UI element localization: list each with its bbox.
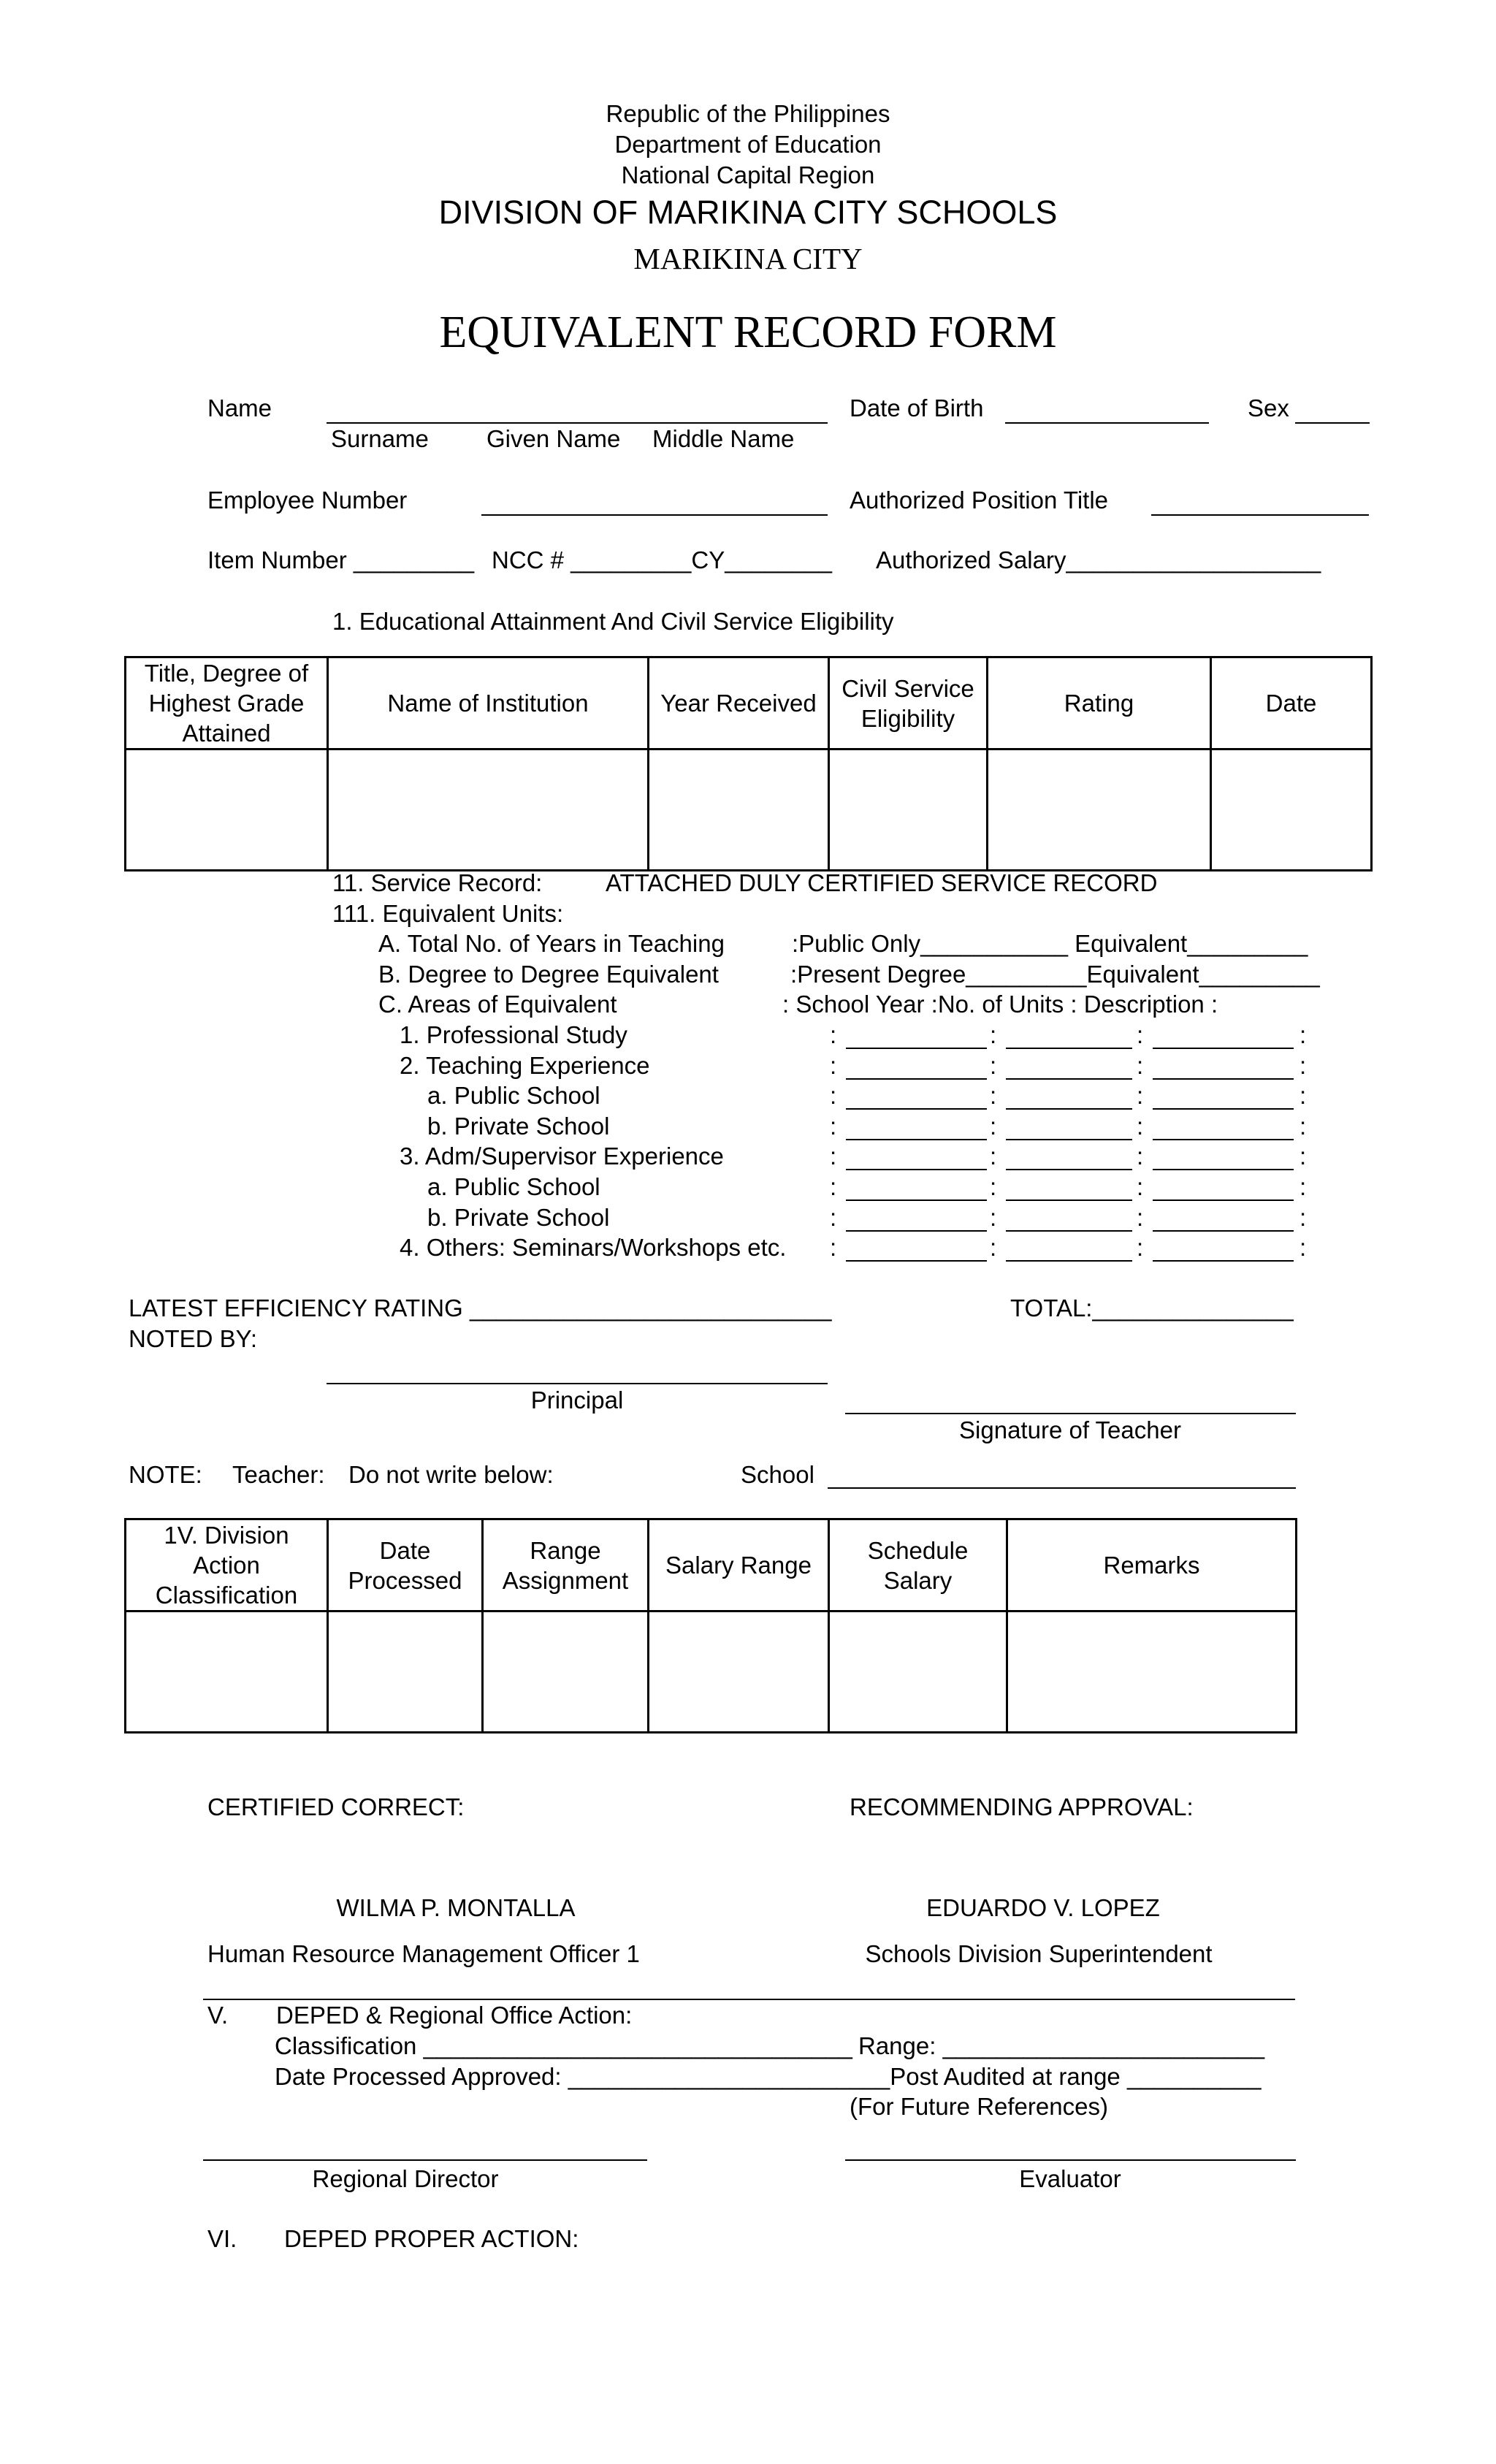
area-blank-field[interactable]	[846, 1230, 987, 1232]
do-not-write-label: Do not write below:	[348, 1461, 554, 1488]
area-blank-field[interactable]	[1153, 1199, 1294, 1201]
colon-separator: :	[830, 1051, 837, 1079]
section6-title: DEPED PROPER ACTION:	[284, 2225, 579, 2252]
cell-institution[interactable]	[328, 750, 649, 871]
colon-separator: :	[1137, 1234, 1144, 1262]
equivalent-units-label: 111. Equivalent Units:	[332, 900, 564, 927]
signatory-title-1: Human Resource Management Officer 1	[207, 1940, 640, 1967]
area-blank-field[interactable]	[846, 1048, 987, 1049]
area-blank-field[interactable]	[1006, 1230, 1132, 1232]
colon-separator: :	[1300, 1173, 1307, 1200]
sex-label: Sex	[1248, 394, 1289, 422]
colon-separator: :	[990, 1112, 997, 1140]
authorized-salary-field[interactable]: Authorized Salary___________________	[876, 546, 1321, 573]
surname-caption: Surname	[331, 425, 429, 452]
table-row	[126, 1611, 1297, 1733]
colon-separator: :	[1137, 1112, 1144, 1140]
area-blank-field[interactable]	[1153, 1108, 1294, 1110]
section1-title: 1. Educational Attainment And Civil Service Eligibility	[332, 608, 894, 635]
area-blank-field[interactable]	[846, 1260, 987, 1262]
colon-separator: :	[1137, 1051, 1144, 1079]
degree-equivalent-fields[interactable]: :Present Degree_________Equivalent_________	[790, 961, 1320, 988]
col-rating: Rating	[988, 657, 1211, 750]
area-item-label: 1. Professional Study	[400, 1021, 627, 1048]
area-blank-field[interactable]	[1006, 1260, 1132, 1262]
colon-separator: :	[990, 1143, 997, 1170]
area-blank-field[interactable]	[846, 1199, 987, 1201]
col-civil-service: Civil Service Eligibility	[829, 657, 988, 750]
regional-director-caption: Regional Director	[312, 2165, 499, 2192]
dob-field[interactable]	[1005, 422, 1209, 424]
colon-separator: :	[1300, 1082, 1307, 1110]
recommending-approval-label: RECOMMENDING APPROVAL:	[850, 1793, 1194, 1820]
division-action-header	[126, 1519, 1297, 1611]
area-blank-field[interactable]	[846, 1139, 987, 1140]
col-year-received: Year Received	[649, 657, 829, 750]
areas-equivalent-label: C. Areas of Equivalent	[378, 991, 617, 1018]
classification-field[interactable]: Classification ________________________________	[275, 2032, 852, 2059]
colon-separator: :	[1137, 1143, 1144, 1170]
noted-by-label: NOTED BY:	[129, 1325, 258, 1352]
col-date: Date	[1211, 657, 1372, 750]
colon-separator: :	[990, 1203, 997, 1231]
principal-signature-line[interactable]	[327, 1383, 828, 1384]
name-field[interactable]	[327, 422, 828, 424]
area-item-label: 3. Adm/Supervisor Experience	[400, 1143, 724, 1170]
colon-separator: :	[830, 1021, 837, 1048]
header-department: Department of Education	[614, 131, 882, 158]
employee-number-field[interactable]	[481, 514, 828, 516]
teacher-signature-line[interactable]	[845, 1413, 1296, 1414]
area-blank-field[interactable]	[846, 1169, 987, 1170]
cell-title-degree[interactable]	[126, 750, 328, 871]
colon-separator: :	[990, 1234, 997, 1262]
areas-equivalent-columns: : School Year :No. of Units : Description :	[782, 991, 1218, 1018]
service-record-value: ATTACHED DULY CERTIFIED SERVICE RECORD	[606, 869, 1158, 896]
colon-separator: :	[830, 1143, 837, 1170]
colon-separator: :	[1137, 1021, 1144, 1048]
position-title-label: Authorized Position Title	[850, 487, 1109, 514]
col-title-degree: Title, Degree of Highest Grade Attained	[126, 657, 328, 750]
future-references-note: (For Future References)	[850, 2093, 1108, 2120]
form-title: EQUIVALENT RECORD FORM	[439, 308, 1057, 357]
service-record-label: 11. Service Record:	[332, 869, 543, 896]
area-blank-field[interactable]	[1006, 1108, 1132, 1110]
name-label: Name	[207, 394, 272, 422]
cell-division-classification[interactable]	[126, 1611, 328, 1733]
evaluator-signature-line[interactable]	[845, 2159, 1296, 2161]
col-division-classification: 1V. Division Action Classification	[126, 1519, 328, 1611]
colon-separator: :	[830, 1203, 837, 1231]
education-table-header	[126, 657, 1372, 750]
cell-remarks[interactable]	[1007, 1611, 1297, 1733]
area-blank-field[interactable]	[1006, 1139, 1132, 1140]
area-blank-field[interactable]	[1006, 1199, 1132, 1201]
colon-separator: :	[1300, 1203, 1307, 1231]
signatory-name-1: WILMA P. MONTALLA	[336, 1894, 576, 1921]
area-blank-field[interactable]	[1153, 1078, 1294, 1080]
colon-separator: :	[990, 1082, 997, 1110]
area-item-label: 2. Teaching Experience	[400, 1052, 650, 1079]
section-divider	[203, 1999, 1295, 2000]
cell-year-received[interactable]	[649, 750, 829, 871]
area-blank-field[interactable]	[1153, 1048, 1294, 1049]
area-blank-field[interactable]	[1153, 1230, 1294, 1232]
school-field[interactable]	[828, 1487, 1296, 1489]
regional-director-signature-line[interactable]	[203, 2159, 647, 2161]
area-blank-field[interactable]	[846, 1078, 987, 1080]
area-blank-field[interactable]	[1153, 1139, 1294, 1140]
school-label: School	[741, 1461, 814, 1488]
header-region: National Capital Region	[621, 161, 875, 188]
col-institution: Name of Institution	[328, 657, 649, 750]
colon-separator: :	[990, 1021, 997, 1048]
section5-title: DEPED & Regional Office Action:	[276, 2002, 633, 2029]
colon-separator: :	[830, 1112, 837, 1140]
area-blank-field[interactable]	[1153, 1260, 1294, 1262]
teacher-label: Teacher:	[232, 1461, 325, 1488]
colon-separator: :	[830, 1082, 837, 1110]
colon-separator: :	[1300, 1112, 1307, 1140]
col-schedule-salary: Schedule Salary	[829, 1519, 1007, 1611]
section5-number: V.	[207, 2002, 229, 2029]
table-row	[126, 750, 1372, 871]
ncc-field[interactable]: NCC # _________CY________	[492, 546, 833, 573]
colon-separator: :	[1300, 1234, 1307, 1262]
cell-civil-service[interactable]	[829, 750, 988, 871]
area-blank-field[interactable]	[846, 1108, 987, 1110]
position-title-field[interactable]	[1151, 514, 1369, 516]
cell-schedule-salary[interactable]	[829, 1611, 1007, 1733]
education-table	[124, 656, 1373, 871]
area-blank-field[interactable]	[1006, 1048, 1132, 1049]
signatory-name-2: EDUARDO V. LOPEZ	[926, 1894, 1160, 1921]
total-years-fields[interactable]: :Public Only___________ Equivalent_________	[792, 930, 1308, 957]
sex-field[interactable]	[1295, 422, 1370, 424]
header-republic: Republic of the Philippines	[606, 100, 890, 127]
date-processed-approved-field[interactable]: Date Processed Approved: ________________________Post Audited at range __________	[275, 2063, 1262, 2090]
colon-separator: :	[990, 1173, 997, 1200]
colon-separator: :	[1300, 1143, 1307, 1170]
range-field[interactable]: Range: ________________________	[858, 2032, 1265, 2059]
total-field[interactable]: TOTAL:_______________	[1010, 1294, 1294, 1321]
colon-separator: :	[1300, 1051, 1307, 1079]
header-division: DIVISION OF MARIKINA CITY SCHOOLS	[438, 194, 1058, 231]
cell-date-processed[interactable]	[328, 1611, 483, 1733]
area-blank-field[interactable]	[1006, 1078, 1132, 1080]
total-years-label: A. Total No. of Years in Teaching	[378, 930, 725, 957]
degree-equivalent-label: B. Degree to Degree Equivalent	[378, 961, 719, 988]
area-item-label: b. Private School	[427, 1113, 610, 1140]
item-number-field[interactable]: Item Number _________	[207, 546, 475, 573]
colon-separator: :	[1300, 1021, 1307, 1048]
area-item-label: 4. Others: Seminars/Workshops etc.	[400, 1234, 787, 1261]
area-item-label: a. Public School	[427, 1173, 600, 1200]
division-action-table	[124, 1518, 1297, 1733]
cell-salary-range[interactable]	[649, 1611, 829, 1733]
middle-name-caption: Middle Name	[652, 425, 795, 452]
area-item-label: b. Private School	[427, 1204, 610, 1231]
cell-rating[interactable]	[988, 750, 1211, 871]
given-name-caption: Given Name	[486, 425, 621, 452]
colon-separator: :	[1137, 1173, 1144, 1200]
col-salary-range: Salary Range	[649, 1519, 829, 1611]
evaluator-caption: Evaluator	[1019, 2165, 1121, 2192]
certified-correct-label: CERTIFIED CORRECT:	[207, 1793, 465, 1820]
cell-range-assignment[interactable]	[483, 1611, 649, 1733]
area-blank-field[interactable]	[1006, 1169, 1132, 1170]
principal-caption: Principal	[530, 1387, 624, 1414]
signatory-title-2: Schools Division Superintendent	[865, 1940, 1213, 1967]
colon-separator: :	[830, 1173, 837, 1200]
colon-separator: :	[990, 1051, 997, 1079]
col-remarks: Remarks	[1007, 1519, 1297, 1611]
employee-number-label: Employee Number	[207, 487, 408, 514]
colon-separator: :	[1137, 1082, 1144, 1110]
cell-date[interactable]	[1211, 750, 1372, 871]
col-range-assignment: Range Assignment	[483, 1519, 649, 1611]
col-date-processed: Date Processed	[328, 1519, 483, 1611]
area-item-label: a. Public School	[427, 1082, 600, 1109]
efficiency-rating-field[interactable]: LATEST EFFICIENCY RATING ___________________________	[129, 1294, 832, 1321]
teacher-signature-caption: Signature of Teacher	[959, 1416, 1181, 1443]
area-blank-field[interactable]	[1153, 1169, 1294, 1170]
dob-label: Date of Birth	[850, 394, 984, 422]
note-label: NOTE:	[129, 1461, 202, 1488]
colon-separator: :	[830, 1234, 837, 1262]
colon-separator: :	[1137, 1203, 1144, 1231]
section6-number: VI.	[207, 2225, 237, 2252]
header-city: MARIKINA CITY	[633, 242, 863, 275]
